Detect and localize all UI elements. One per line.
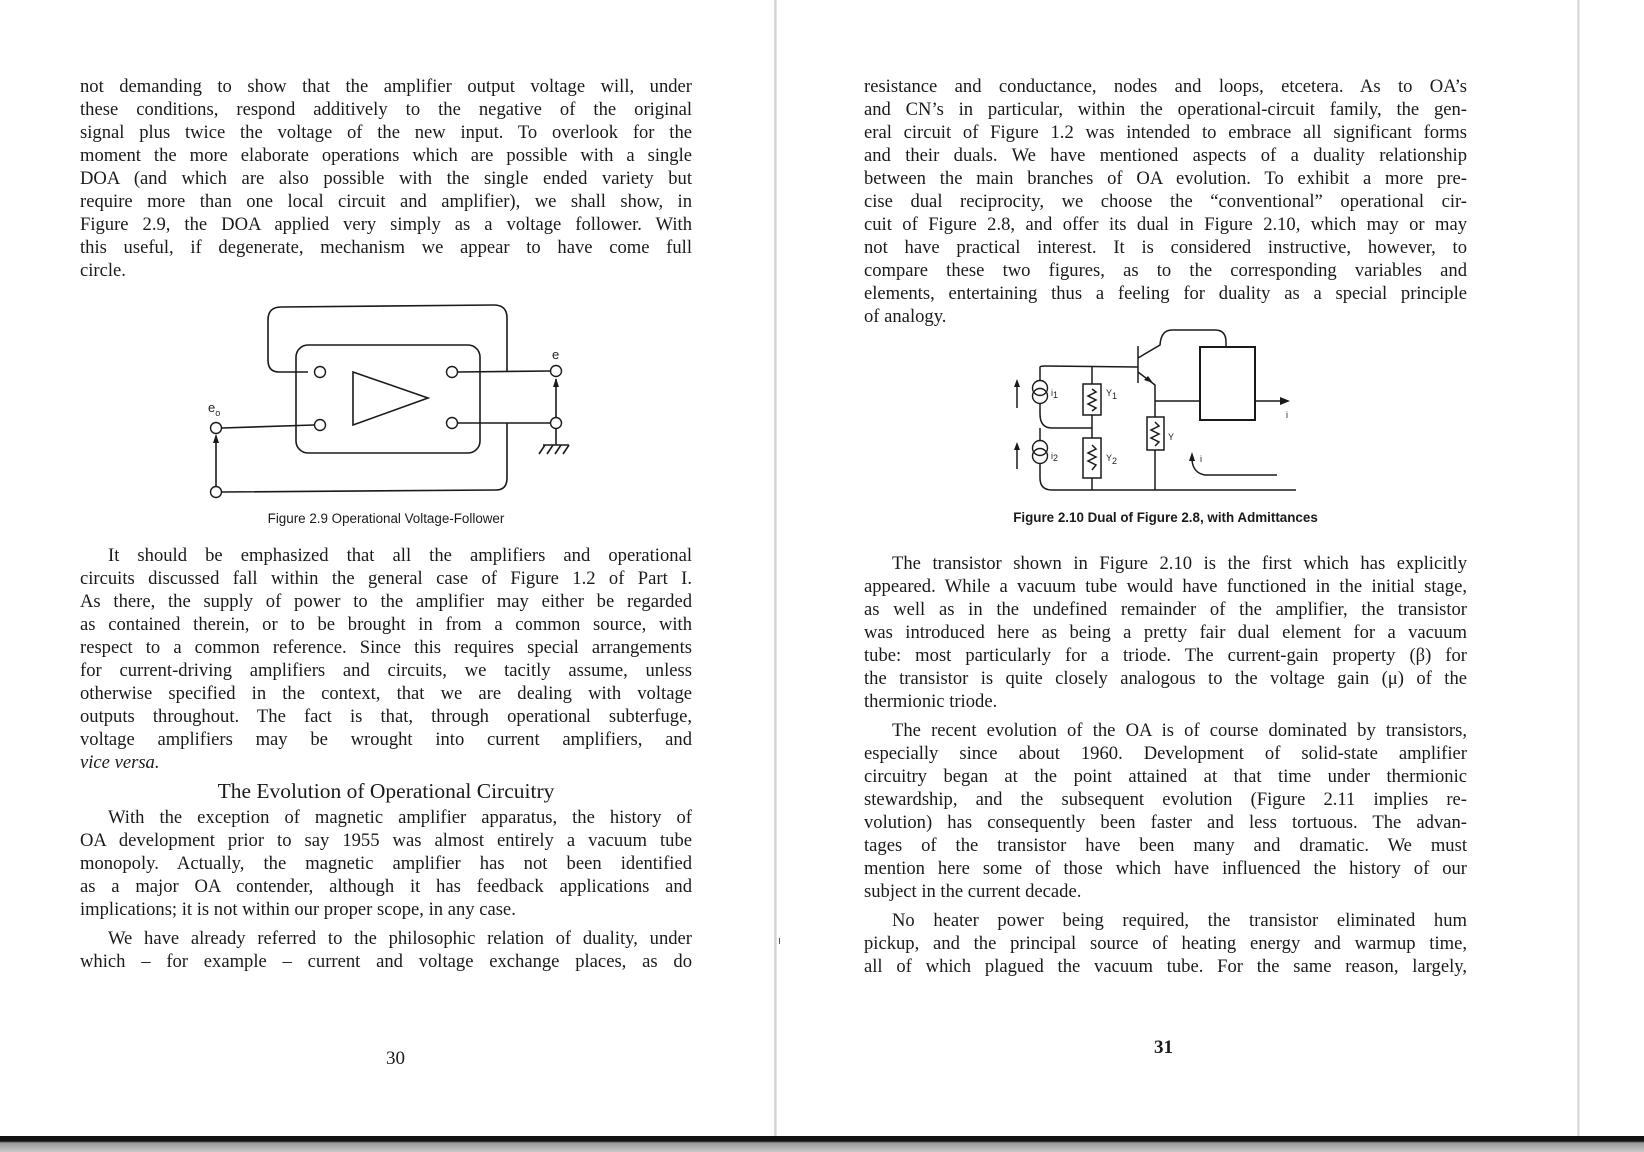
left-paragraph-4 [80, 927, 692, 973]
scanner-bottom-edge [0, 1136, 1644, 1152]
text-line: cuit of Figure 2.8, and offer its dual in Figure 2.10, which may or may [864, 214, 1467, 235]
terminal-eo-return [211, 487, 222, 498]
figure-2-10-caption: Figure 2.10 Dual of Figure 2.8, with Admittances [1013, 510, 1318, 525]
source-1-arrowhead-icon [1014, 379, 1020, 387]
text-line: as a major OA contender, although it has feedback applications and [80, 876, 692, 897]
text-line: eral circuit of Figure 1.2 was intended to embrace all significant forms [864, 122, 1467, 143]
text-line-italic: vice versa. [80, 752, 160, 773]
e-arrowhead-icon [553, 378, 559, 387]
text-line: stewardship, and the subsequent evolution (Figure 2.11 implies re- [864, 789, 1467, 810]
text-line: With the exception of magnetic amplifier apparatus, the history of [108, 807, 692, 828]
text-line: as contained therein, or to be brought in from a common source, with [80, 614, 692, 635]
text-line: tube: most particularly for a triode. The current-gain property (β) for [864, 645, 1467, 666]
text-line: these conditions, respond additively to the negative of the original [80, 99, 692, 120]
ground-hatch [539, 445, 569, 454]
label-y: Y [1168, 432, 1175, 442]
terminal-in-bottom [315, 420, 326, 431]
text-line: pickup, and the principal source of heating energy and warmup time, [864, 933, 1467, 954]
amplifier-box [296, 345, 480, 453]
output-wire-top [458, 371, 550, 372]
text-line: all of which plagued the vacuum tube. For the same reason, largely, [864, 956, 1467, 977]
text-line: thermionic triode. [864, 691, 998, 712]
label-y1: Y1 [1106, 388, 1118, 401]
label-y2: Y2 [1106, 453, 1118, 466]
book-gutter [774, 0, 777, 1138]
feedback-loop-wire [268, 305, 507, 372]
label-eo: $e_o$ [208, 400, 221, 418]
label-i2: i2 [1051, 451, 1059, 463]
text-line: which – for example – current and voltage exchange places, as do [80, 951, 692, 972]
text-line: of analogy. [864, 306, 947, 327]
text-line: As there, the supply of power to the amplifier may either be regarded [80, 591, 692, 612]
text-line: moment the more elaborate operations which are possible with a single [80, 145, 692, 166]
text-line: this useful, if degenerate, mechanism we appear to have come full [80, 237, 692, 258]
right-paragraph-2 [864, 552, 1467, 713]
right-paragraph-3 [864, 719, 1467, 903]
text-line: not demanding to show that the amplifier output voltage will, under [80, 76, 692, 97]
terminal-in-top [315, 367, 326, 378]
text-line: tages of the transistor have been many and dramatic. We must [864, 835, 1467, 856]
text-line: circle. [80, 260, 126, 281]
text-line: compare these two figures, as to the corresponding variables and [864, 260, 1467, 281]
resistor-y1-zigzag [1088, 389, 1096, 411]
top-wire [1040, 366, 1138, 367]
text-line: circuits discussed fall within the general case of Figure 1.2 of Part I. [80, 568, 692, 589]
scan-mark [779, 938, 780, 944]
text-line: No heater power being required, the transistor eliminated hum [892, 910, 1467, 931]
text-line: DOA (and which are also possible with the single ended variety but [80, 168, 692, 189]
text-line: the transistor is quite closely analogous to the voltage gain (μ) of the [864, 668, 1467, 689]
text-line: between the main branches of OA evolution. To exhibit a more pre- [864, 168, 1467, 189]
text-line: require more than one local circuit and amplifier), we shall show, in [80, 191, 692, 212]
text-line: implications; it is not within our proper scope, in any case. [80, 899, 516, 920]
left-paragraph-3 [80, 806, 692, 921]
right-paragraph-1 [864, 75, 1467, 328]
left-paragraph-2 [80, 544, 692, 774]
text-line: It should be emphasized that all the amplifiers and operational [108, 545, 692, 566]
terminal-eo [211, 423, 222, 434]
figure-2-10-dual-circuit [1000, 320, 1300, 510]
text-line: respect to a common reference. Since this requires special arrangements [80, 637, 692, 658]
terminal-out-top [447, 367, 458, 378]
input-wire-bottom [222, 425, 314, 428]
text-line: for current-driving amplifiers and circuits, we tacitly assume, unless [80, 660, 692, 681]
text-line: cise dual reciprocity, we choose the “conventional” operational cir- [864, 191, 1467, 212]
label-i-output: i [1286, 410, 1288, 420]
text-line: otherwise specified in the context, that we are dealing with voltage [80, 683, 692, 704]
text-line: resistance and conductance, nodes and loops, etcetera. As to OA’s [864, 76, 1467, 97]
text-line: and CN’s in particular, within the operational-circuit family, the gen- [864, 99, 1467, 120]
text-line: especially since about 1960. Development of solid-state amplifier [864, 743, 1467, 764]
text-line: The recent evolution of the OA is of course dominated by transistors, [892, 720, 1467, 741]
text-line: circuitry began at the point attained at that time under thermionic [864, 766, 1467, 787]
text-line: OA development prior to say 1955 was almost entirely a vacuum tube [80, 830, 692, 851]
terminal-out-bottom [447, 418, 458, 429]
source-2-arrowhead-icon [1014, 442, 1020, 450]
left-paragraph-1 [80, 75, 692, 282]
section-heading: The Evolution of Operational Circuitry [217, 779, 555, 803]
text-line: elements, entertaining thus a feeling for duality as a special principle [864, 283, 1467, 304]
source-2-bottom-lead [1040, 464, 1296, 490]
terminal-e [551, 366, 562, 377]
right-paragraph-4 [864, 909, 1467, 978]
text-line: not have practical interest. It is considered instructive, however, to [864, 237, 1467, 258]
page-number-left: 30 [386, 1048, 405, 1069]
label-i-loop: i [1200, 454, 1202, 464]
text-line: voltage amplifiers may be wrought into current amplifiers, and [80, 729, 692, 750]
text-line: as well as in the undefined remainder of the amplifier, the transistor [864, 599, 1467, 620]
bottom-loop-wire [222, 423, 507, 492]
resistor-y2-zigzag [1088, 445, 1096, 470]
label-e: e [552, 347, 560, 362]
text-line: signal plus twice the voltage of the new input. To overlook for the [80, 122, 692, 143]
output-arrowhead-icon [1280, 397, 1290, 405]
eo-arrowhead-icon [213, 434, 219, 443]
text-line: We have already referred to the philosophic relation of duality, under [108, 928, 692, 949]
text-line: and their duals. We have mentioned aspects of a duality relationship [864, 145, 1467, 166]
text-line: The transistor shown in Figure 2.10 is the first which has explicitly [892, 553, 1467, 574]
current-loop-arrow-line [1192, 460, 1277, 475]
text-line: Figure 2.9, the DOA applied very simply as a voltage follower. With [80, 214, 692, 235]
text-line: appeared. While a vacuum tube would have functioned in the initial stage, [864, 576, 1467, 597]
page-edge [1577, 0, 1580, 1138]
text-line: mention here some of those which have influenced the history of our [864, 858, 1467, 879]
text-line: subject in the current decade. [864, 881, 1082, 902]
right-text-column [864, 75, 1467, 978]
text-line: was introduced here as being a pretty fair dual element for a vacuum [864, 622, 1467, 643]
source-1-bottom-lead [1040, 404, 1092, 428]
resistor-y2 [1083, 438, 1101, 478]
text-line: volution) has consequently been faster and less tortuous. The advan- [864, 812, 1467, 833]
amplifier-box [1200, 347, 1255, 420]
figure-2-9-voltage-follower [190, 295, 610, 505]
text-line: outputs throughout. The fact is that, through operational subterfuge, [80, 706, 692, 727]
label-i1: i1 [1051, 388, 1059, 400]
text-line: monopoly. Actually, the magnetic amplifier has not been identified [80, 853, 692, 874]
amplifier-triangle [353, 372, 428, 425]
loop-arrowhead-icon [1189, 452, 1195, 461]
page-number-right: 31 [1154, 1037, 1173, 1058]
resistor-y-zigzag [1151, 422, 1159, 446]
terminal-ground [551, 418, 562, 429]
figure-2-9-caption: Figure 2.9 Operational Voltage-Follower [267, 511, 505, 526]
